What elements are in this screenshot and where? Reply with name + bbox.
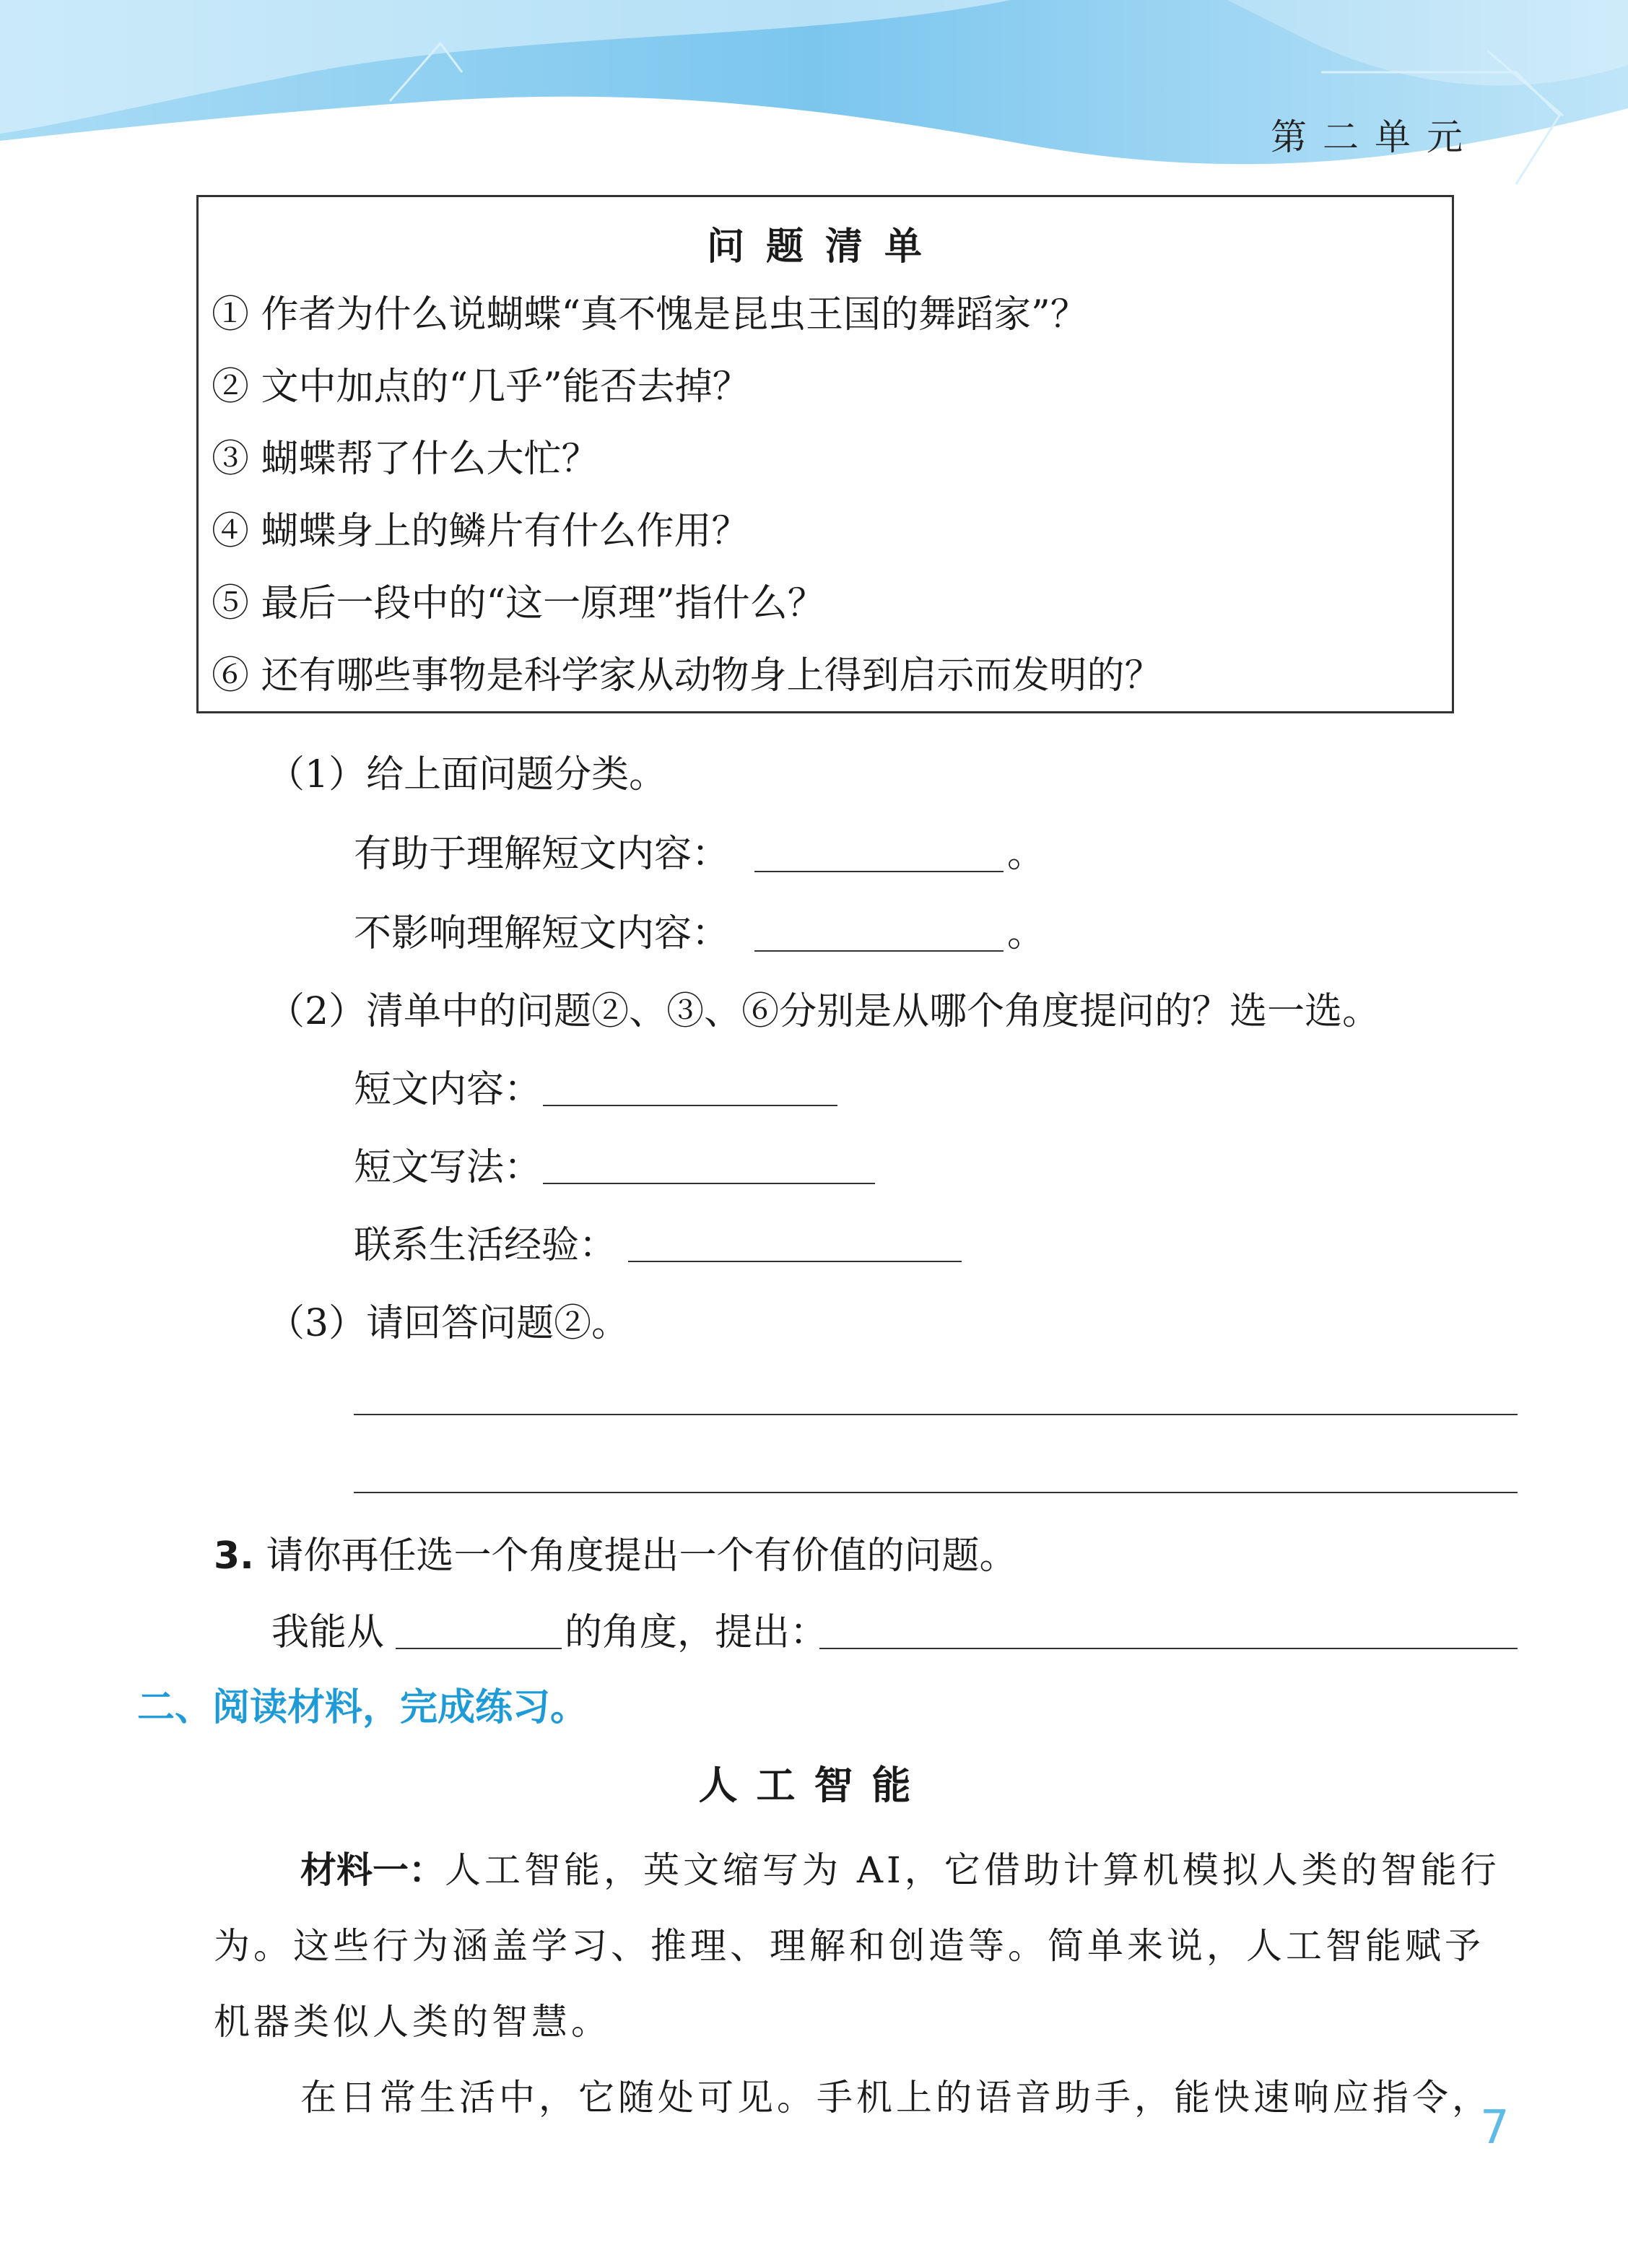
exercise-3-fill-part2: 的角度，提出： xyxy=(565,1611,828,1654)
article-line-1 xyxy=(300,1841,1500,1893)
q2-prompt: （2）清单中的问题②、③、⑥分别是从哪个角度提问的？选一选。 xyxy=(267,990,1380,1033)
q2-writing-blank[interactable] xyxy=(543,1183,875,1184)
header-wave-decoration xyxy=(0,0,1628,202)
question-item: ④ 蝴蝶身上的鳞片有什么作用？ xyxy=(212,510,749,553)
exercise-3-prompt-line xyxy=(214,1525,1017,1579)
question-list-title: 问题清单 xyxy=(706,225,944,269)
exercise-3-angle-blank[interactable] xyxy=(396,1648,562,1649)
question-item: ① 作者为什么说蝴蝶“真不愧是昆虫王国的舞蹈家”？ xyxy=(212,293,1088,336)
article-line-2: 为。这些行为涵盖学习、推理、理解和创造等。简单来说，人工智能赋予 xyxy=(214,1925,1484,1967)
q2-option-content: 短文内容： xyxy=(354,1068,542,1111)
question-item: ⑥ 还有哪些事物是科学家从动物身上得到启示而发明的？ xyxy=(212,654,1162,698)
q2-life-blank[interactable] xyxy=(628,1261,962,1262)
q1-line-a-label: 有助于理解短文内容： xyxy=(354,833,730,876)
question-item: ② 文中加点的“几乎”能否去掉？ xyxy=(212,365,750,409)
unit-label: 第二单元 xyxy=(1271,116,1479,158)
material-1-label: 材料一： xyxy=(300,1849,445,1891)
article-title: 人工智能 xyxy=(698,1763,930,1808)
exercise-3-fill-part1: 我能从 xyxy=(271,1611,385,1654)
article-line-4: 在日常生活中，它随处可见。手机上的语音助手，能快速响应指令， xyxy=(300,2077,1492,2119)
q1-answer-b-blank[interactable] xyxy=(754,950,1004,952)
question-list-box xyxy=(196,195,1454,713)
question-item: ③ 蝴蝶帮了什么大忙？ xyxy=(212,438,599,481)
q2-content-blank[interactable] xyxy=(543,1105,837,1106)
page-number: 7 xyxy=(1480,2101,1510,2155)
q1-line-b-label: 不影响理解短文内容： xyxy=(354,912,730,955)
exercise-3-number: 3. xyxy=(214,1534,254,1578)
q3-answer-line-1[interactable] xyxy=(354,1414,1518,1415)
article-line-3: 机器类似人类的智慧。 xyxy=(214,2001,611,2043)
article-text: 人工智能，英文缩写为 AI，它借助计算机模拟人类的智能行 xyxy=(445,1849,1500,1891)
q1-answer-a-blank[interactable] xyxy=(754,871,1004,872)
q2-option-writing: 短文写法： xyxy=(354,1146,542,1189)
period: 。 xyxy=(1007,833,1045,876)
question-item: ⑤ 最后一段中的“这一原理”指什么？ xyxy=(212,582,825,625)
exercise-3-prompt: 请你再任选一个角度提出一个有价值的问题。 xyxy=(266,1534,1017,1578)
q3-prompt: （3）请回答问题②。 xyxy=(267,1302,630,1345)
q3-answer-line-2[interactable] xyxy=(354,1492,1518,1493)
section-2-title: 二、阅读材料，完成练习。 xyxy=(137,1686,588,1729)
q1-prompt: （1）给上面问题分类。 xyxy=(267,753,667,796)
exercise-3-question-blank[interactable] xyxy=(819,1648,1518,1649)
q2-option-life: 联系生活经验： xyxy=(354,1224,617,1267)
period: 。 xyxy=(1007,912,1045,955)
